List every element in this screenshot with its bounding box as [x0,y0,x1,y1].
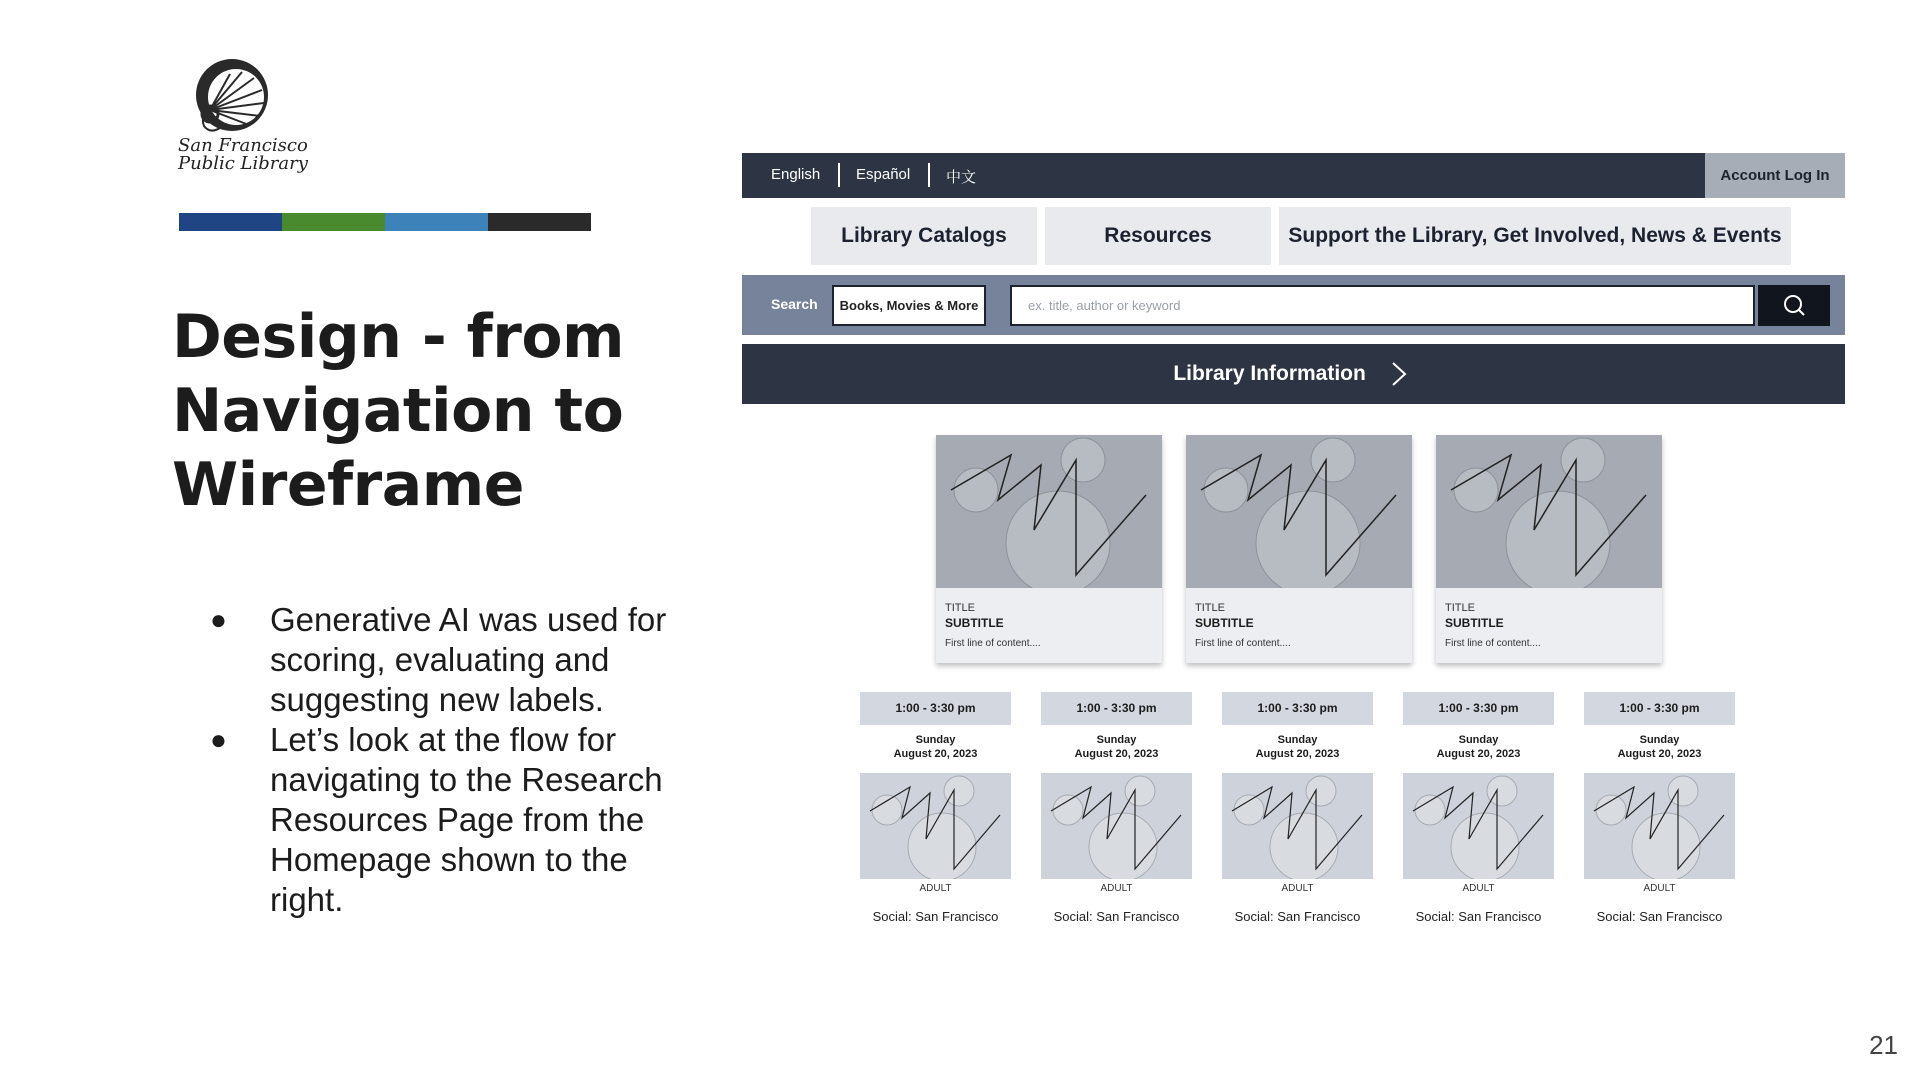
event-time: 1:00 - 3:30 pm [1584,692,1735,725]
sfpl-logo [178,58,308,178]
event-social: Social: San Francisco [1596,909,1723,924]
event-date: August 20, 2023 [1255,748,1340,760]
event-time: 1:00 - 3:30 pm [1222,692,1373,725]
nav-library-catalogs[interactable]: Library Catalogs [811,207,1037,265]
event-date: August 20, 2023 [1074,748,1159,760]
color-segment-lightblue [385,213,488,231]
image-placeholder-icon [860,773,1011,879]
card-title: TITLE [1445,602,1475,614]
event-day: Sunday [1096,734,1137,746]
page-number: 21 [1869,1030,1898,1060]
event-social: Social: San Francisco [1415,909,1542,924]
account-login-button[interactable]: Account Log In [1705,153,1845,198]
bullet-item [200,720,670,920]
language-bar [742,153,1845,198]
search-label: Search [771,296,818,312]
content-card[interactable] [1186,435,1412,663]
image-placeholder-icon [1436,435,1662,588]
card-subtitle: SUBTITLE [1195,616,1254,630]
card-content: First line of content.... [1195,638,1291,649]
event-time: 1:00 - 3:30 pm [1403,692,1554,725]
content-card[interactable] [936,435,1162,663]
color-segment-green [282,213,385,231]
event-date: August 20, 2023 [1617,748,1702,760]
color-segment-blue [179,213,282,231]
chevron-right-icon [1384,359,1414,389]
image-placeholder-icon [936,435,1162,588]
lang-english[interactable]: English [771,166,821,183]
divider [838,163,840,187]
logo-line-1: San Francisco [178,135,308,156]
brand-color-bar [179,213,591,231]
card-content: First line of content.... [1445,638,1541,649]
event-day: Sunday [915,734,956,746]
bullet-dot-icon: ● [210,604,227,635]
event-time: 1:00 - 3:30 pm [860,692,1011,725]
event-audience: ADULT [1462,883,1495,894]
event-time: 1:00 - 3:30 pm [1041,692,1192,725]
library-information-bar[interactable] [742,344,1845,404]
slide-title: Design - from Navigation to Wireframe [172,302,625,520]
event-item[interactable] [1584,692,1735,932]
image-placeholder-icon [1041,773,1192,879]
event-social: Social: San Francisco [1053,909,1180,924]
event-item[interactable] [860,692,1011,932]
image-placeholder-icon [1186,435,1412,588]
event-audience: ADULT [1643,883,1676,894]
event-audience: ADULT [1281,883,1314,894]
nav-resources[interactable]: Resources [1045,207,1271,265]
event-day: Sunday [1277,734,1318,746]
bullet-text: Let’s look at the flow for navigating to the Research Resources Page from the Homepage shown to the right. [270,721,663,918]
lang-chinese[interactable]: 中文 [946,169,977,186]
search-input[interactable]: ex. title, author or keyword [1010,285,1755,326]
event-audience: ADULT [919,883,952,894]
event-social: Social: San Francisco [1234,909,1361,924]
content-card[interactable] [1436,435,1662,663]
search-bar [742,275,1845,335]
nav-support-library[interactable]: Support the Library, Get Involved, News & Events [1279,207,1791,265]
card-subtitle: SUBTITLE [1445,616,1504,630]
bullet-text: Generative AI was used for scoring, evaluating and suggesting new labels. [270,601,667,718]
event-item[interactable] [1041,692,1192,932]
card-subtitle: SUBTITLE [945,616,1004,630]
color-segment-black [488,213,591,231]
nautilus-logo-icon [186,58,282,136]
event-date: August 20, 2023 [1436,748,1521,760]
divider [928,163,930,187]
event-audience: ADULT [1100,883,1133,894]
event-day: Sunday [1639,734,1680,746]
lang-espanol[interactable]: Español [856,166,911,183]
logo-line-2: Public Library [178,153,308,174]
event-date: August 20, 2023 [893,748,978,760]
bullet-item [200,600,670,720]
search-button[interactable] [1758,285,1830,326]
event-day: Sunday [1458,734,1499,746]
event-item[interactable] [1403,692,1554,932]
card-content: First line of content.... [945,638,1041,649]
search-scope-select[interactable]: Books, Movies & More [832,285,986,326]
card-title: TITLE [1195,602,1225,614]
event-item[interactable] [1222,692,1373,932]
search-icon [1758,285,1830,326]
image-placeholder-icon [1584,773,1735,879]
bullet-list [200,600,670,920]
library-information-label: Library Information [1173,362,1366,385]
event-social: Social: San Francisco [872,909,999,924]
card-title: TITLE [945,602,975,614]
image-placeholder-icon [1403,773,1554,879]
image-placeholder-icon [1222,773,1373,879]
bullet-dot-icon: ● [210,724,227,755]
